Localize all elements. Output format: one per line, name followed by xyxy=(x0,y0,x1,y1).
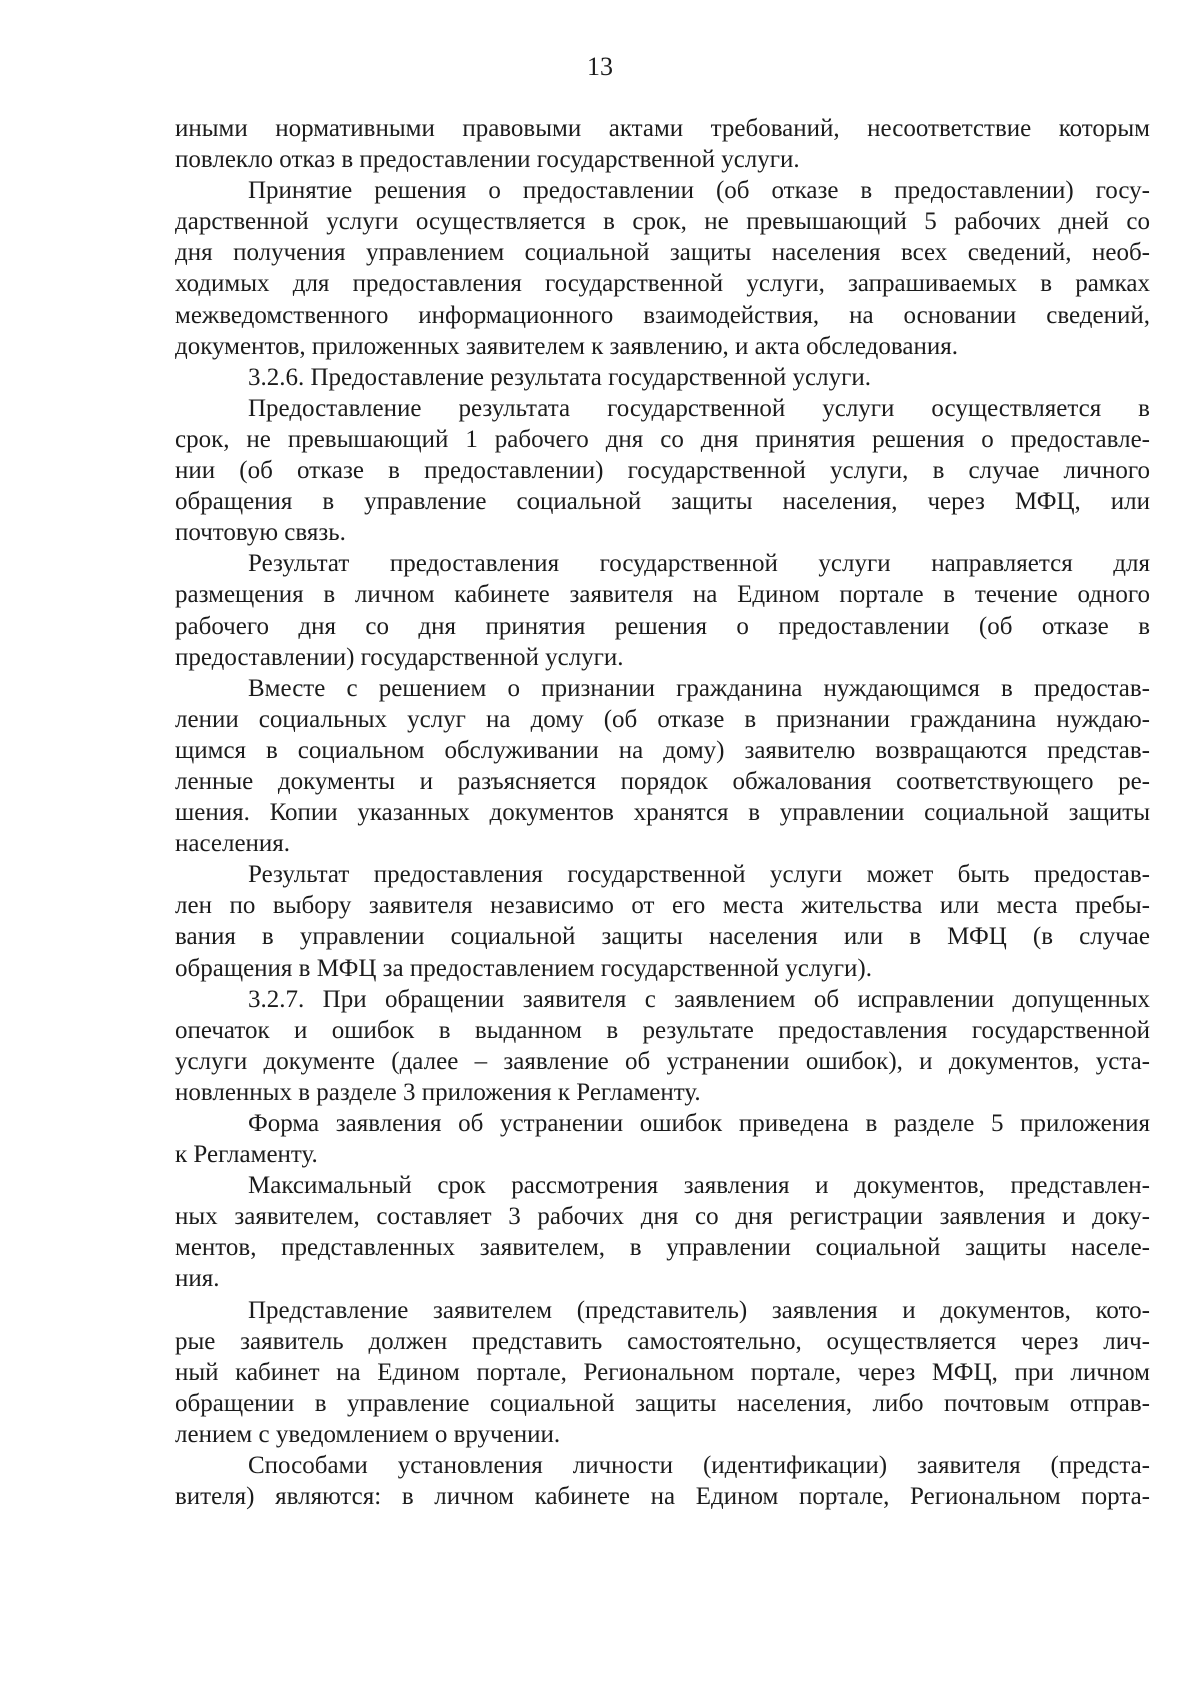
document-body xyxy=(175,113,1150,1512)
text-line: ных заявителем, составляет 3 рабочих дня со дня регистрации заявления и доку- xyxy=(175,1203,1150,1231)
text-line: шения. Копии указанных документов хранятся в управлении социальной защиты xyxy=(175,799,1150,827)
text-line: предоставлении) государственной услуги. xyxy=(175,643,624,671)
text-line: 3.2.6. Предоставление результата государственной услуги. xyxy=(248,363,871,391)
text-line: иными нормативными правовыми актами требований, несоответствие которым xyxy=(175,115,1150,142)
page-number: 13 xyxy=(587,52,613,81)
text-line: рабочего дня со дня принятия решения о предоставлении (об отказе в xyxy=(175,612,1150,640)
text-line: нии (об отказе в предоставлении) государственной услуги, в случае личного xyxy=(175,457,1150,485)
text-line: населения. xyxy=(175,830,291,858)
text-line: Максимальный срок рассмотрения заявления и документов, представлен- xyxy=(248,1172,1150,1200)
text-line: лении социальных услуг на дому (об отказе в признании гражданина нуждаю- xyxy=(175,705,1150,733)
text-line: размещения в личном кабинете заявителя на Едином портале в течение одного xyxy=(175,581,1150,609)
text-line: Форма заявления об устранении ошибок приведена в разделе 5 приложения xyxy=(248,1110,1150,1137)
text-line: дня получения управлением социальной защиты населения всех сведений, необ- xyxy=(175,239,1150,267)
text-line: ходимых для предоставления государственной услуги, запрашиваемых в рамках xyxy=(175,270,1150,298)
text-line: опечаток и ошибок в выданном в результате предоставления государственной xyxy=(175,1016,1150,1044)
text-line: рые заявитель должен представить самостоятельно, осуществляется через лич- xyxy=(175,1327,1150,1355)
text-line: ный кабинет на Едином портале, Региональном портале, через МФЦ, при личном xyxy=(175,1358,1150,1386)
text-line: документов, приложенных заявителем к заявлению, и акта обследования. xyxy=(175,332,958,360)
text-line: Принятие решения о предоставлении (об отказе в предоставлении) госу- xyxy=(248,177,1150,205)
text-line: лен по выбору заявителя независимо от его места жительства или места пребы- xyxy=(175,892,1150,920)
text-line: Предоставление результата государственной услуги осуществляется в xyxy=(248,394,1150,422)
text-line: новленных в разделе 3 приложения к Регламенту. xyxy=(175,1078,701,1106)
text-line: обращения в МФЦ за предоставлением государственной услуги). xyxy=(175,954,872,982)
text-line: услуги документе (далее – заявление об устранении ошибок), и документов, уста- xyxy=(175,1047,1150,1075)
text-line: почтовую связь. xyxy=(175,519,346,547)
text-line: обращении в управление социальной защиты населения, либо почтовым отправ- xyxy=(175,1389,1150,1417)
text-line: межведомственного информационного взаимодействия, на основании сведений, xyxy=(175,301,1150,329)
text-line: повлекло отказ в предоставлении государственной услуги. xyxy=(175,146,800,174)
text-line: ментов, представленных заявителем, в управлении социальной защиты населе- xyxy=(175,1234,1150,1262)
text-line: обращения в управление социальной защиты населения, через МФЦ, или xyxy=(175,488,1150,516)
text-line: Результат предоставления государственной услуги направляется для xyxy=(248,550,1150,578)
text-line: Представление заявителем (представитель) заявления и документов, кото- xyxy=(248,1296,1150,1324)
text-line: вания в управлении социальной защиты населения или в МФЦ (в случае xyxy=(175,923,1150,951)
text-line: Способами установления личности (идентификации) заявителя (предста- xyxy=(248,1452,1150,1480)
text-line: 3.2.7. При обращении заявителя с заявлением об исправлении допущенных xyxy=(248,985,1150,1013)
text-line: к Регламенту. xyxy=(175,1141,318,1169)
text-line: вителя) являются: в личном кабинете на Едином портале, Региональном порта- xyxy=(175,1483,1150,1511)
text-line: ния. xyxy=(175,1265,220,1293)
text-line: дарственной услуги осуществляется в срок, не превышающий 5 рабочих дней со xyxy=(175,208,1150,236)
text-line: срок, не превышающий 1 рабочего дня со дня принятия решения о предоставле- xyxy=(175,425,1150,453)
text-line: Результат предоставления государственной услуги может быть предостав- xyxy=(248,861,1150,889)
text-line: ленные документы и разъясняется порядок обжалования соответствующего ре- xyxy=(175,767,1150,795)
text-line: Вместе с решением о признании гражданина нуждающимся в предостав- xyxy=(248,674,1150,702)
text-line: лением с уведомлением о вручении. xyxy=(175,1420,561,1448)
text-line: щимся в социальном обслуживании на дому) заявителю возвращаются представ- xyxy=(175,736,1150,764)
